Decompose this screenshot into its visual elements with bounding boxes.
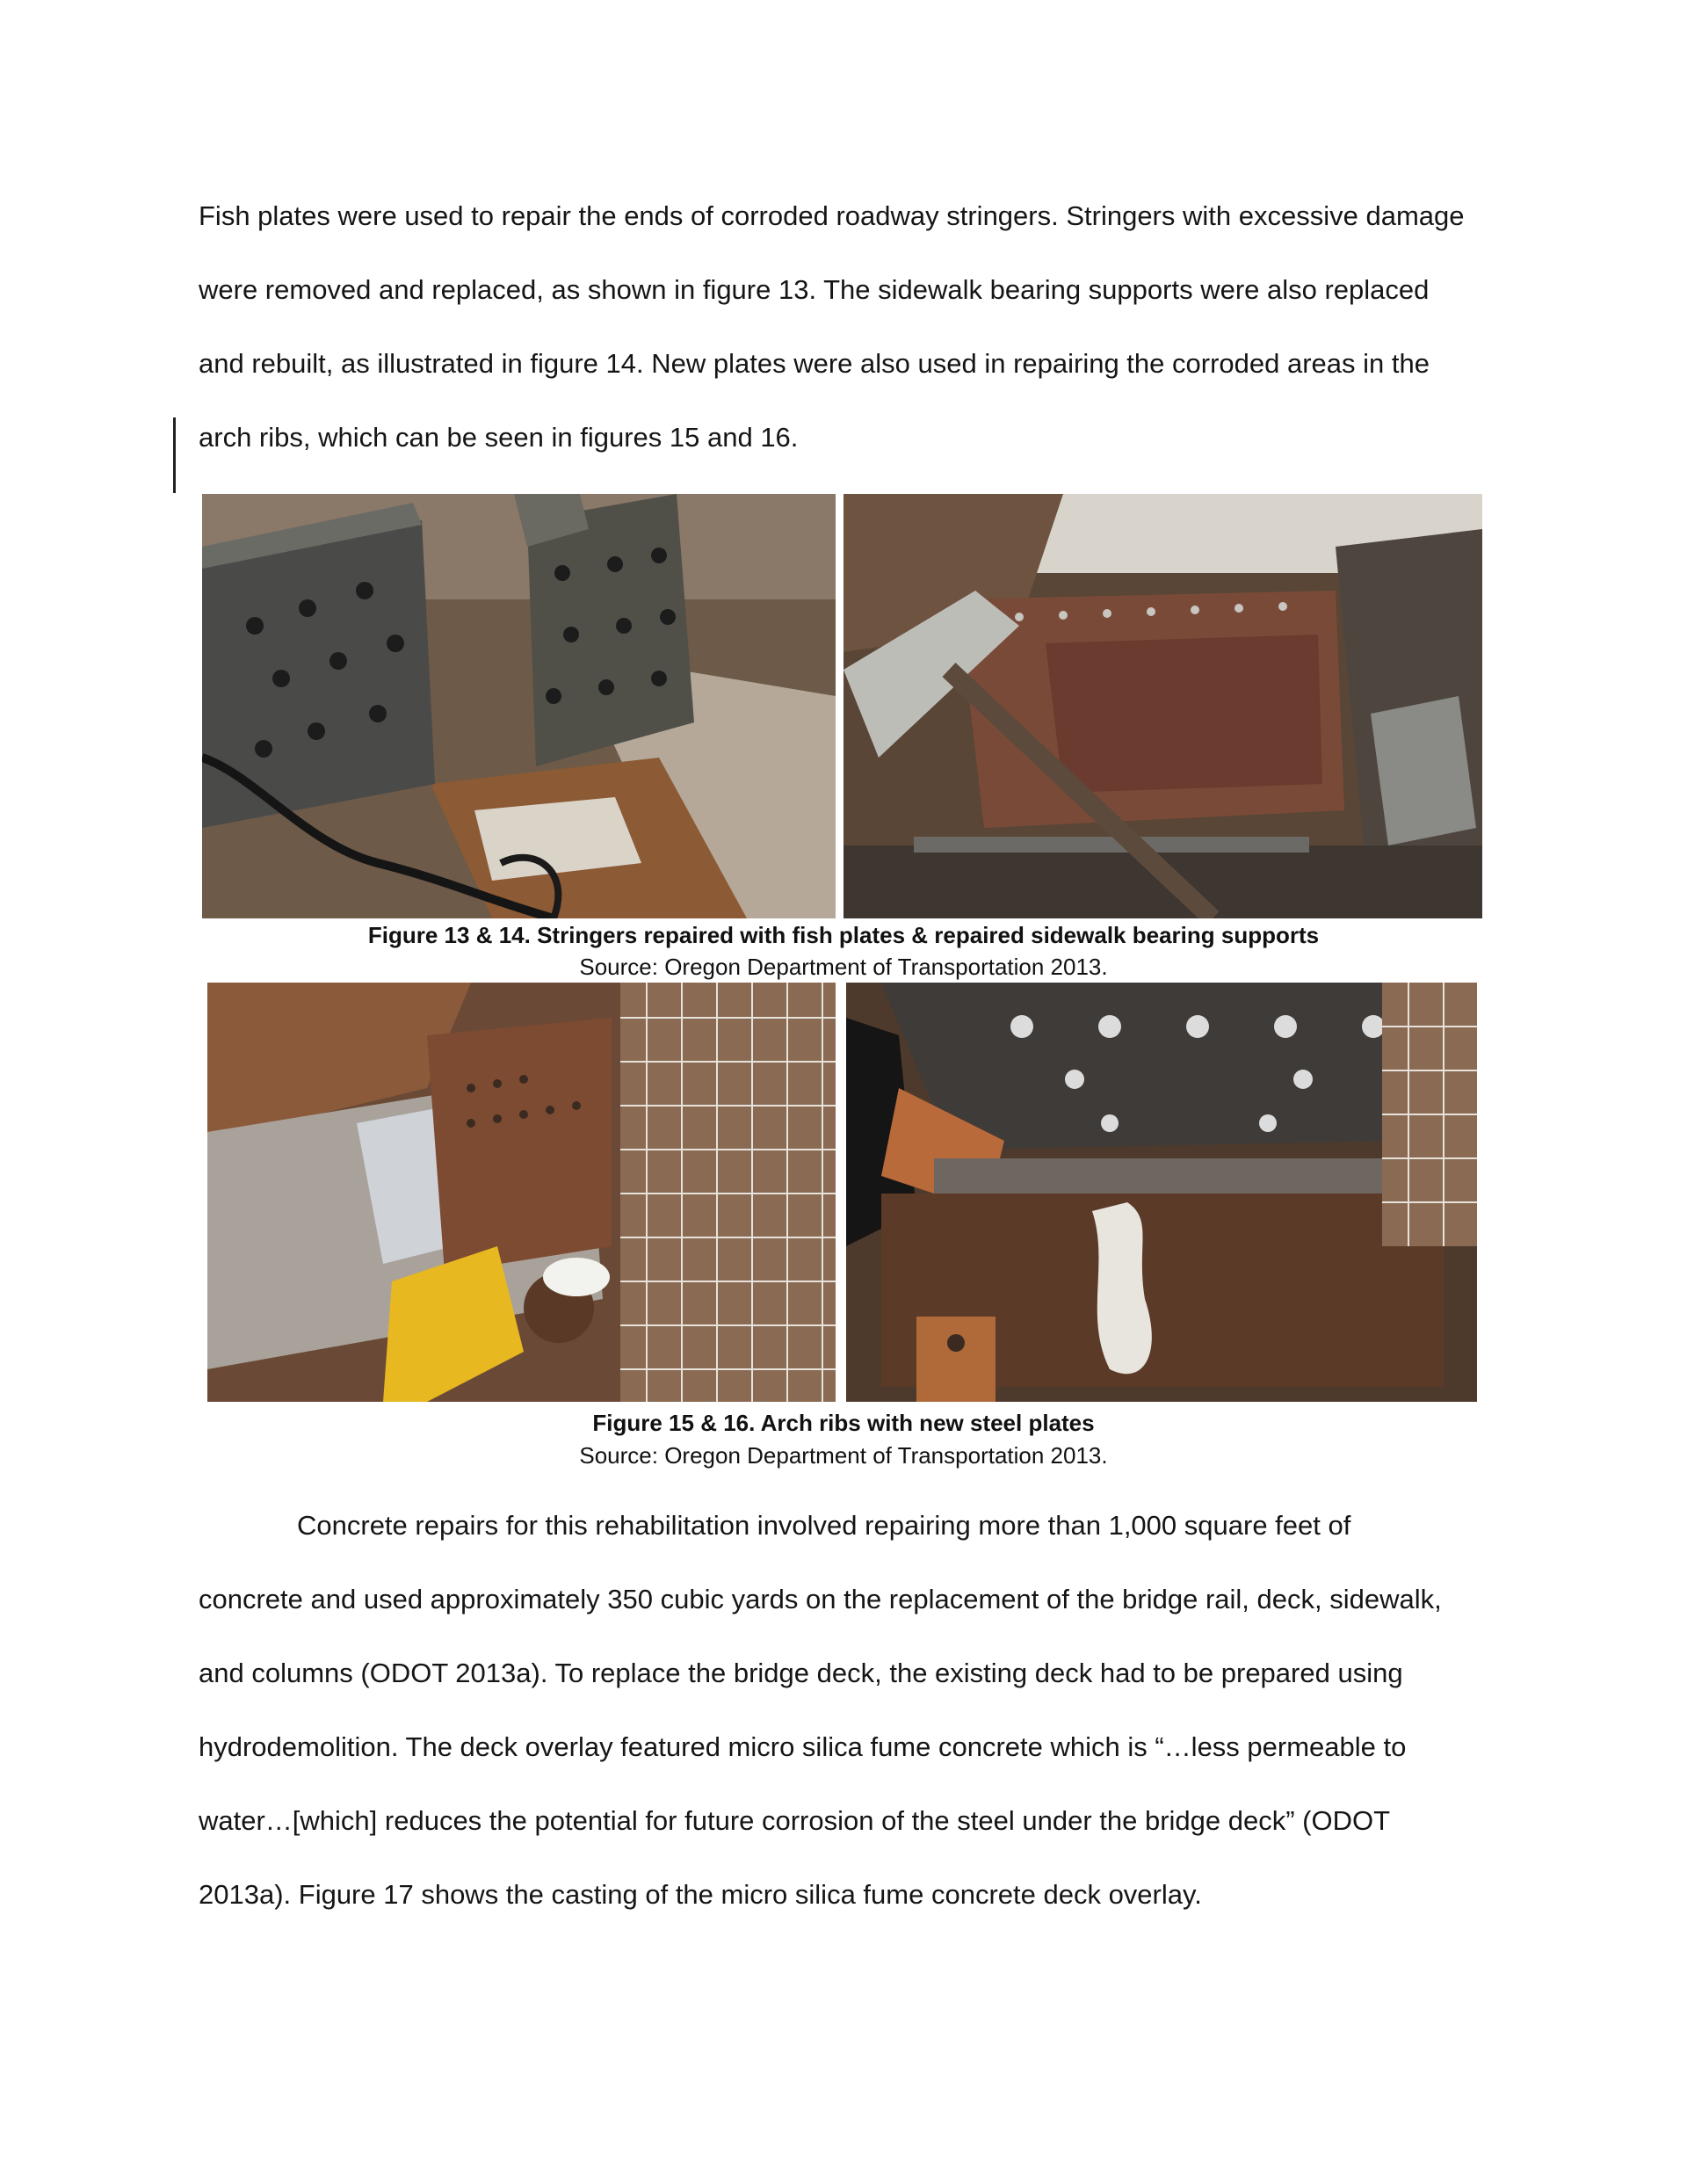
- body-text-line: hydrodemolition. The deck overlay featured micro silica fume concrete which is “…less permeable to: [199, 1731, 1407, 1762]
- figure-15-16-source: Source: Oregon Department of Transportation 2013.: [579, 1442, 1108, 1469]
- body-text-line: water…[which] reduces the potential for future corrosion of the steel under the bridge deck” (ODOT: [199, 1805, 1391, 1836]
- figure-13-photo: [202, 494, 836, 918]
- body-text-line: Concrete repairs for this rehabilitation involved repairing more than 1,000 square feet of: [297, 1510, 1351, 1541]
- figure-16-photo: [846, 983, 1477, 1402]
- figure-14-photo: [844, 494, 1482, 918]
- body-text-line: and rebuilt, as illustrated in figure 14. New plates were also used in repairing the corroded areas in the: [199, 348, 1430, 379]
- body-text-line: were removed and replaced, as shown in figure 13. The sidewalk bearing supports were also replaced: [199, 274, 1430, 305]
- figure-15-photo: [207, 983, 836, 1402]
- figure-15-16-caption: Figure 15 & 16. Arch ribs with new steel plates: [592, 1410, 1095, 1436]
- body-text-line: concrete and used approximately 350 cubic yards on the replacement of the bridge rail, deck, sidewalk,: [199, 1584, 1442, 1614]
- figure-13-14-source: Source: Oregon Department of Transportation 2013.: [579, 954, 1108, 980]
- body-text-line: and columns (ODOT 2013a). To replace the bridge deck, the existing deck had to be prepared using: [199, 1658, 1403, 1688]
- body-text-line: arch ribs, which can be seen in figures 15 and 16.: [199, 422, 799, 453]
- figure-13-14-caption: Figure 13 & 14. Stringers repaired with fish plates & repaired sidewalk bearing supports: [367, 922, 1320, 948]
- revision-change-bar: [173, 417, 176, 493]
- body-text-line: Fish plates were used to repair the ends of corroded roadway stringers. Stringers with excessive damage: [199, 200, 1465, 231]
- body-text-line: 2013a). Figure 17 shows the casting of the micro silica fume concrete deck overlay.: [199, 1879, 1202, 1910]
